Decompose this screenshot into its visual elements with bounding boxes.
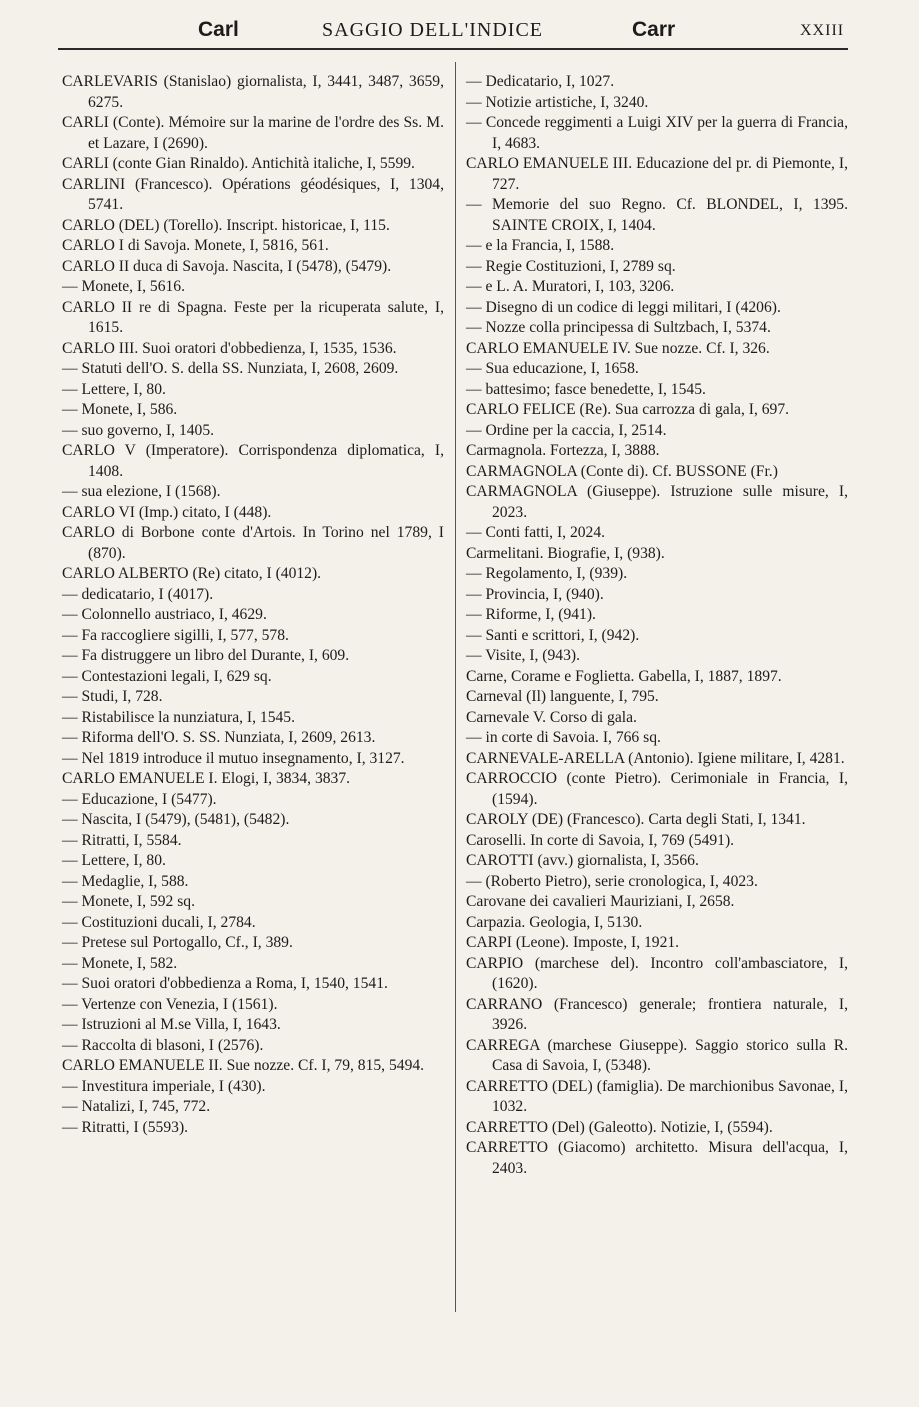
index-entry: CARPI (Leone). Imposte, I, 1921. <box>466 934 680 951</box>
index-entry: — Studi, I, 728. <box>62 688 163 705</box>
index-entry: Carmelitani. Biografie, I, (938). <box>466 544 665 562</box>
index-entry: — e L. A. Muratori, I, 103, 3206. <box>466 278 675 295</box>
index-entry: Carovane dei cavalieri Mauriziani, I, 2658. <box>466 893 735 910</box>
index-entry: Caroselli. In corte di Savoia, I, 769 (5491). <box>466 831 735 849</box>
index-entry: — Colonnello austriaco, I, 4629. <box>62 606 267 623</box>
index-entry: — Provincia, I, (940). <box>466 585 604 603</box>
index-entry: Carnevale V. Corso di gala. <box>466 708 637 726</box>
index-entry: — Disegno di un codice di leggi militari, I (4206). <box>466 298 781 316</box>
index-entry: — Lettere, I, 80. <box>62 852 166 869</box>
header-left-catchword: Carl <box>198 18 239 41</box>
index-entry: — in corte di Savoia. I, 766 sq. <box>466 729 661 746</box>
index-entry: — Nel 1819 introduce il mutuo insegnamento, I, 3127. <box>62 749 405 767</box>
index-entry: CAROTTI (avv.) giornalista, I, 3566. <box>466 852 699 869</box>
index-entry: CARLO II duca di Savoja. Nascita, I (5478), (5479). <box>62 257 392 275</box>
index-entry: — Istruzioni al M.se Villa, I, 1643. <box>62 1016 281 1033</box>
index-entry: CARLO ALBERTO (Re) citato, I (4012). <box>62 565 322 582</box>
header-right-catchword: Carr <box>632 18 676 41</box>
index-entry: — Ritratti, I, 5584. <box>62 831 182 849</box>
index-entry: — Ritratti, I (5593). <box>62 1118 189 1136</box>
index-entry: — Natalizi, I, 745, 772. <box>62 1098 211 1115</box>
index-entry: — Fa raccogliere sigilli, I, 577, 578. <box>62 626 289 644</box>
index-entry: — Vertenze con Venezia, I (1561). <box>62 995 278 1013</box>
index-entry: CARLO EMANUELE II. Sue nozze. Cf. I, 79, 815, 5494. <box>62 1057 425 1074</box>
right-column <box>466 72 848 1179</box>
index-entry: — Visite, I, (943). <box>466 647 580 664</box>
index-entry: CARRETTO (Del) (Galeotto). Notizie, I, (5594). <box>466 1118 773 1136</box>
index-entry: CARLO (DEL) (Torello). Inscript. historicae, I, 115. <box>62 216 390 234</box>
index-entry: — Monete, I, 5616. <box>62 278 185 295</box>
index-entry: CAROLY (DE) (Francesco). Carta degli Stati, I, 1341. <box>466 811 806 828</box>
index-entry: CARLO III. Suoi oratori d'obbedienza, I, 1535, 1536. <box>62 339 397 357</box>
index-entry: — Ordine per la caccia, I, 2514. <box>466 421 667 439</box>
index-entry: — Riforme, I, (941). <box>466 606 596 623</box>
index-entry: CARROCCIO (conte Pietro). Cerimoniale in Francia, I, (1594). <box>466 770 848 808</box>
index-entry: CARLO VI (Imp.) citato, I (448). <box>62 503 272 521</box>
index-entry: CARLO EMANUELE IV. Sue nozze. Cf. I, 326. <box>466 339 770 357</box>
index-entry: — Concede reggimenti a Luigi XIV per la guerra di Francia, I, 4683. <box>466 114 848 152</box>
index-entry: — dedicatario, I (4017). <box>62 585 214 603</box>
index-entry: — Pretese sul Portogallo, Cf., I, 389. <box>62 934 293 951</box>
index-entry: — Sua educazione, I, 1658. <box>466 360 639 377</box>
index-entry: — Dedicatario, I, 1027. <box>466 73 615 90</box>
index-entry: — Nascita, I (5479), (5481), (5482). <box>62 811 290 828</box>
index-entry: — Monete, I, 586. <box>62 401 178 418</box>
index-entry: — Monete, I, 582. <box>62 954 178 972</box>
index-entry: — Fa distruggere un libro del Durante, I, 609. <box>62 647 350 664</box>
index-entry: CARMAGNOLA (Conte di). Cf. BUSSONE (Fr.) <box>466 462 778 480</box>
index-entry: CARLO I di Savoja. Monete, I, 5816, 561. <box>62 237 329 254</box>
index-entry: Carneval (Il) languente, I, 795. <box>466 688 659 705</box>
index-entry: — Contestazioni legali, I, 629 sq. <box>62 667 272 685</box>
index-entry: CARRETTO (Giacomo) architetto. Misura dell'acqua, I, 2403. <box>466 1139 848 1177</box>
index-entry: CARLI (Conte). Mémoire sur la marine de l'ordre des Ss. M. et Lazare, I (2690). <box>62 114 444 152</box>
index-entry: — Monete, I, 592 sq. <box>62 893 195 910</box>
index-entry: — Santi e scrittori, I, (942). <box>466 626 640 644</box>
left-column <box>62 72 444 1138</box>
index-entry: CARLO FELICE (Re). Sua carrozza di gala, I, 697. <box>466 401 790 418</box>
index-entry: — Investitura imperiale, I (430). <box>62 1077 266 1095</box>
index-entry: CARPIO (marchese del). Incontro coll'ambasciatore, I, (1620). <box>466 954 848 992</box>
index-entry: CARLO EMANUELE I. Elogi, I, 3834, 3837. <box>62 770 351 787</box>
index-entry: CARLO di Borbone conte d'Artois. In Torino nel 1789, I (870). <box>62 524 444 562</box>
index-entry: — Lettere, I, 80. <box>62 380 166 398</box>
index-entry: CARREGA (marchese Giuseppe). Saggio storico sulla R. Casa di Savoia, I, (5348). <box>466 1036 848 1074</box>
running-header <box>60 18 850 50</box>
index-entry: — Ristabilisce la nunziatura, I, 1545. <box>62 708 295 726</box>
index-entry: CARLEVARIS (Stanislao) giornalista, I, 3441, 3487, 3659, 6275. <box>62 73 444 111</box>
page-number: XXIII <box>800 22 845 39</box>
index-entry: CARLO EMANUELE III. Educazione del pr. di Piemonte, I, 727. <box>466 155 848 193</box>
index-entry: — Costituzioni ducali, I, 2784. <box>62 913 256 931</box>
index-entry: — (Roberto Pietro), serie cronologica, I, 4023. <box>466 872 758 890</box>
index-entry: CARMAGNOLA (Giuseppe). Istruzione sulle misure, I, 2023. <box>466 483 848 521</box>
index-entry: CARLO II re di Spagna. Feste per la ricuperata salute, I, 1615. <box>62 298 444 336</box>
column-divider <box>455 62 456 1312</box>
index-entry: CARLI (conte Gian Rinaldo). Antichità italiche, I, 5599. <box>62 155 415 172</box>
index-entry: — battesimo; fasce benedette, I, 1545. <box>466 380 706 398</box>
index-entry: — Medaglie, I, 588. <box>62 872 189 890</box>
header-rule <box>58 48 848 50</box>
index-entry: — Raccolta di blasoni, I (2576). <box>62 1036 264 1054</box>
index-entry: — Memorie del suo Regno. Cf. BLONDEL, I, 1395. SAINTE CROIX, I, 1404. <box>466 196 848 234</box>
index-entry: CARRETTO (DEL) (famiglia). De marchionibus Savonae, I, 1032. <box>466 1077 848 1115</box>
index-entry: CARRANO (Francesco) generale; frontiera naturale, I, 3926. <box>466 995 848 1033</box>
index-entry: — e la Francia, I, 1588. <box>466 237 615 254</box>
index-entry: — Conti fatti, I, 2024. <box>466 524 606 541</box>
index-entry: — Nozze colla principessa di Sultzbach, I, 5374. <box>466 319 771 336</box>
index-entry: CARLO V (Imperatore). Corrispondenza diplomatica, I, 1408. <box>62 442 444 480</box>
index-entry: — sua elezione, I (1568). <box>62 483 221 500</box>
index-entry: — Educazione, I (5477). <box>62 790 217 808</box>
index-entry: Carne, Corame e Foglietta. Gabella, I, 1887, 1897. <box>466 667 782 685</box>
index-entry: — suo governo, I, 1405. <box>62 421 215 439</box>
index-entry: CARLINI (Francesco). Opérations géodésiques, I, 1304, 5741. <box>62 175 444 213</box>
index-entry: CARNEVALE-ARELLA (Antonio). Igiene militare, I, 4281. <box>466 749 845 767</box>
index-entry: — Regie Costituzioni, I, 2789 sq. <box>466 257 676 275</box>
header-title: SAGGIO DELL'INDICE <box>322 19 544 41</box>
index-entry: Carmagnola. Fortezza, I, 3888. <box>466 442 660 459</box>
index-entry: Carpazia. Geologia, I, 5130. <box>466 913 643 931</box>
index-entry: — Riforma dell'O. S. SS. Nunziata, I, 2609, 2613. <box>62 729 376 746</box>
index-entry: — Suoi oratori d'obbedienza a Roma, I, 1540, 1541. <box>62 975 388 992</box>
index-entry: — Regolamento, I, (939). <box>466 565 628 582</box>
index-entry: — Notizie artistiche, I, 3240. <box>466 93 649 111</box>
index-entry: — Statuti dell'O. S. della SS. Nunziata, I, 2608, 2609. <box>62 360 399 377</box>
